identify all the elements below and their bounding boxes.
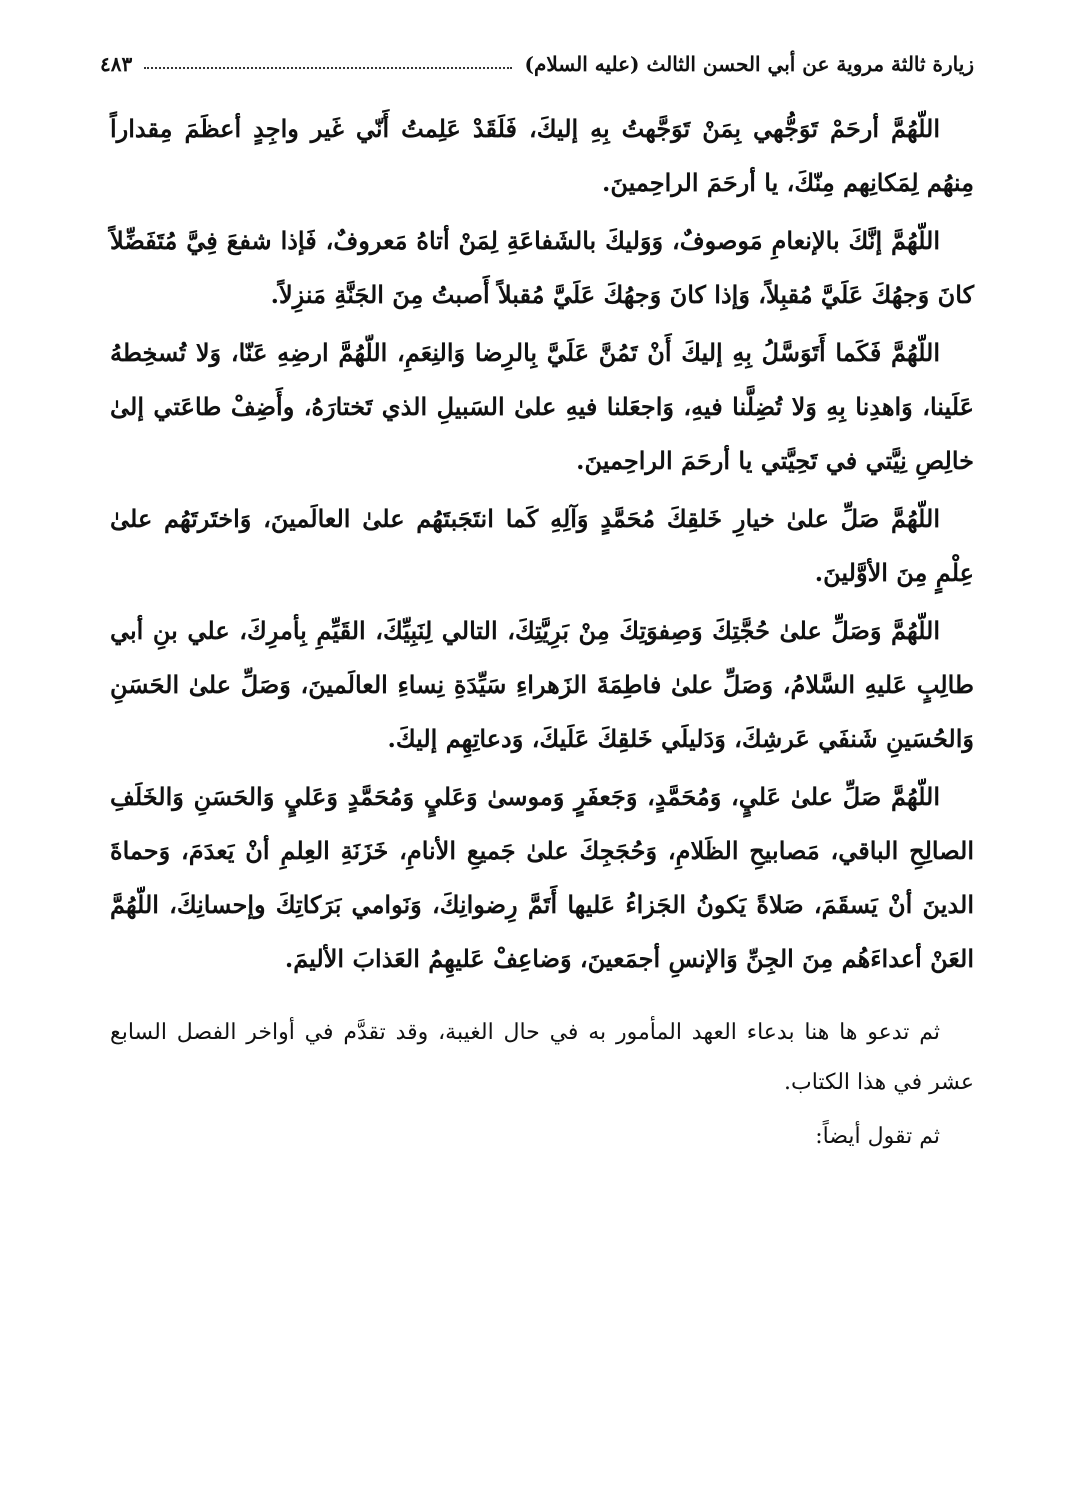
instruction-paragraph-2: ثم تقول أيضاً: <box>815 1124 940 1149</box>
dot-leader <box>144 55 512 69</box>
page-number: ٤٨٣ <box>100 52 133 76</box>
supplication-paragraph-1: اللّهُمَّ أرحَمْ تَوَجُّهي بِمَنْ تَوَجَّهتُ بِهِ إليكَ، فَلَقَدْ عَلِمتُ أَنّي غَير واجِدٍ أعظَمَ مِقداراً مِنهُم لِمَكانِهم مِنّكَ، يا أرحَمَ الراحِمينَ. <box>110 114 974 197</box>
running-title: زيارة ثالثة مروية عن أبي الحسن الثالث (عليه السلام) <box>524 52 974 76</box>
supplication-paragraph-4: اللّهُمَّ صَلِّ علىٰ خيارِ خَلقِكَ مُحَمَّدٍ وَآلِهِ كَما انتَجَبتَهُم علىٰ العالَمينَ، وَاختَرتَهُم علىٰ عِلْمٍ مِنَ الأوَّلينَ. <box>110 504 974 587</box>
section-gap <box>110 986 974 1008</box>
supplication-paragraph-6: اللّهُمَّ صَلِّ علىٰ عَليٍ، وَمُحَمَّدٍ، وَجَعفَرٍ وَموسىٰ وَعَليٍ وَمُحَمَّدٍ وَعَليٍ وَالحَسَنِ وَالخَلَفِ الصالِحِ الباقي، مَصابيحِ الظَلامِ، وَحُجَجِكَ علىٰ جَميعِ الأنامِ، خَزَنَةِ العِلمِ أنْ يَعدَمَ، وَحماةَ الدينَ أنْ يَسقَمَ، صَلاةً يَكونُ الجَزاءُ عَليها أَتَمَّ رِضوانِكَ، وَنَوامي بَرَكاتِكَ وإحسانِكَ، اللّهُمَّ العَنْ أعداءَهُم مِنَ الجِنِّ وَالإنسِ أجمَعينَ، وَضاعِفْ عَليهِمُ العَذابَ الأليمَ. <box>110 782 974 973</box>
page-body <box>110 102 974 1162</box>
supplication-paragraph-2: اللّهُمَّ إنَّكَ بالإنعامِ مَوصوفٌ، وَوَليكَ بالشَفاعَةِ لِمَنْ أتاهُ مَعروفٌ، فَإذا شفعَ فِيَّ مُتَفَضِّلاً كانَ وَجهُكَ عَلَيَّ مُقبِلاً، وَإذا كانَ وَجهُكَ عَلَيَّ مُقبلاً أَصبتُ مِنَ الجَنَّةِ مَنزِلاً. <box>110 226 974 309</box>
supplication-paragraph-5: اللّهُمَّ وَصَلِّ علىٰ حُجَّتِكَ وَصِفوَتِكَ مِنْ بَرِيَّتِكَ، التالي لِنَبِيِّكَ، القَيِّمِ بِأمرِكَ، علي بنِ أبي طالِبٍ عَليهِ السَّلامُ، وَصَلِّ علىٰ فاطِمَةَ الزَهراءِ سَيِّدَةِ نِساءِ العالَمينَ، وَصَلِّ علىٰ الحَسَنِ وَالحُسَينِ شَنفَي عَرشِكَ، وَدَليلَي خَلقِكَ عَلَيكَ، وَدعاتِهِم إليكَ. <box>110 616 974 753</box>
page-header <box>100 44 974 84</box>
supplication-paragraph-3: اللّهُمَّ فَكَما أَتَوَسَّلُ بِهِ إليكَ أَنْ تَمُنَّ عَلَيَّ بِالرِضا وَالنِعَمِ، اللّهُمَّ ارضِهِ عَنّا، وَلا تُسخِطهُ عَلَينا، وَاهدِنا بِهِ وَلا تُضِلَّنا فيهِ، وَاجعَلنا فيهِ علىٰ السَبيلِ الذي تَختارَهُ، وأَضِفْ طاعَتي إلىٰ خالِصِ نِيَّتي في تَحِيَّتي يا أرحَمَ الراحِمينَ. <box>110 338 974 475</box>
instruction-paragraph-1: ثم تدعو ها هنا بدعاء العهد المأمور به في حال الغيبة، وقد تقدَّم في أواخر الفصل السابع عشر في هذا الكتاب. <box>110 1020 974 1095</box>
